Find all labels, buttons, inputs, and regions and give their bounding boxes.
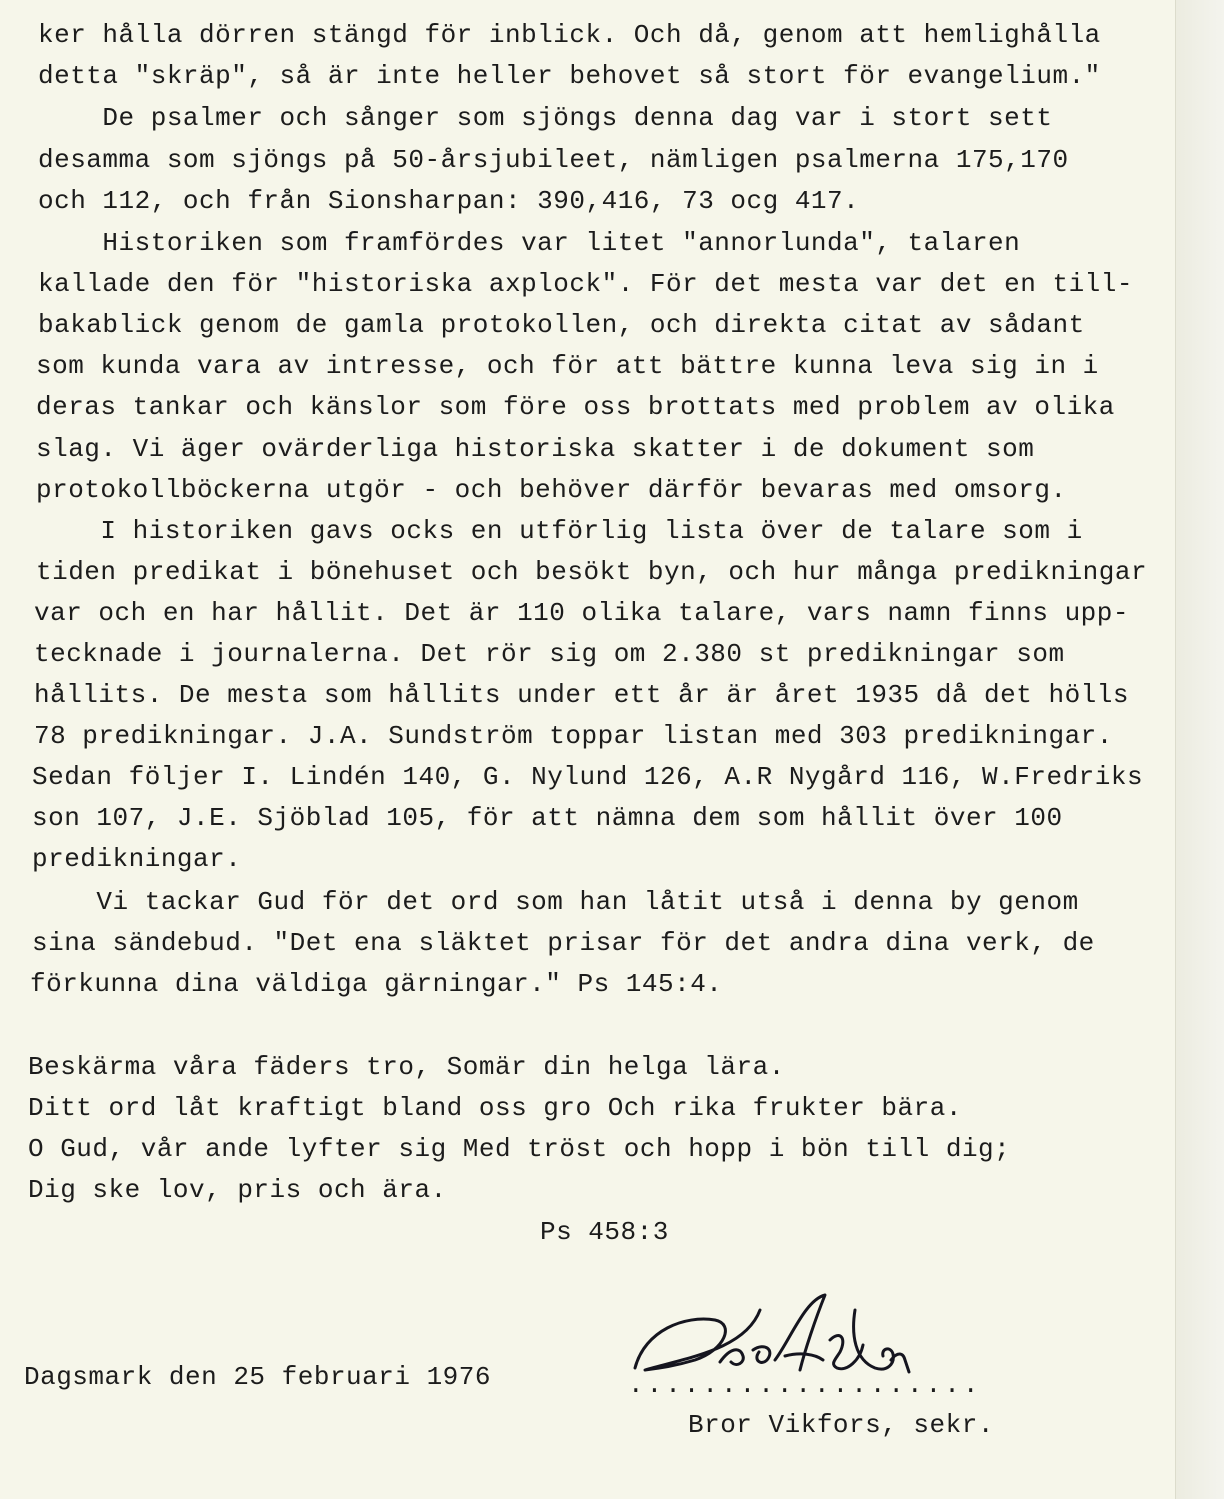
text-line: tecknade i journalerna. Det rör sig om 2.380 st predikningar som [34, 639, 1065, 669]
text-line: 78 predikningar. J.A. Sundström toppar listan med 303 predikningar. [34, 721, 1113, 751]
text-line: hållits. De mesta som hållits under ett år är året 1935 då det hölls [34, 680, 1129, 710]
text-line: I historiken gavs ocks en utförlig lista över de talare som i [36, 516, 1083, 546]
text-line: deras tankar och känslor som före oss brottats med problem av olika [36, 392, 1115, 422]
page-edge [1175, 0, 1224, 1499]
hymn-line: Dig ske lov, pris och ära. [28, 1175, 447, 1205]
text-line: predikningar. [32, 844, 242, 874]
text-line: tiden predikat i bönehuset och besökt byn, och hur många predikningar [36, 557, 1148, 587]
text-line: son 107, J.E. Sjöblad 105, för att nämna dem som hållit över 100 [32, 803, 1063, 833]
text-line: kallade den för "historiska axplock". För det mesta var det en till- [38, 269, 1133, 299]
text-line: bakablick genom de gamla protokollen, och direkta citat av sådant [38, 310, 1085, 340]
text-line: desamma som sjöngs på 50-årsjubileet, nämligen psalmerna 175,170 [38, 145, 1069, 175]
text-line: som kunda vara av intresse, och för att bättre kunna leva sig in i [36, 351, 1099, 381]
text-line: Sedan följer I. Lindén 140, G. Nylund 126, A.R Nygård 116, W.Fredriks [32, 762, 1144, 792]
hymn-line: O Gud, vår ande lyfter sig Med tröst och hopp i bön till dig; [28, 1134, 1011, 1164]
text-line: De psalmer och sånger som sjöngs denna dag var i stort sett [38, 103, 1053, 133]
text-line: förkunna dina väldiga gärningar." Ps 145:4. [30, 969, 723, 999]
hymn-line: Beskärma våra fäders tro, Somär din helga lära. [28, 1052, 785, 1082]
text-line: sina sändebud. "Det ena släktet prisar för det andra dina verk, de [32, 928, 1095, 958]
signature-dotted-line: ................... [628, 1370, 982, 1400]
signature-name: Bror Vikfors, sekr. [688, 1410, 994, 1440]
hymn-reference: Ps 458:3 [540, 1217, 669, 1247]
hymn-line: Ditt ord låt kraftigt bland oss gro Och rika frukter bära. [28, 1093, 962, 1123]
place-date: Dagsmark den 25 februari 1976 [24, 1362, 491, 1392]
text-line: Historiken som framfördes var litet "annorlunda", talaren [38, 228, 1021, 258]
text-line: ker hålla dörren stängd för inblick. Och då, genom att hemlighålla [38, 20, 1101, 50]
text-line: Vi tackar Gud för det ord som han låtit utså i denna by genom [32, 887, 1079, 917]
text-line: detta "skräp", så är inte heller behovet så stort för evangelium." [38, 61, 1101, 91]
text-line: protokollböckerna utgör - och behöver därför bevaras med omsorg. [36, 475, 1067, 505]
text-line: och 112, och från Sionsharpan: 390,416, 73 ocg 417. [38, 186, 860, 216]
text-line: slag. Vi äger ovärderliga historiska skatter i de dokument som [36, 434, 1035, 464]
text-line: var och en har hållit. Det är 110 olika talare, vars namn finns upp- [34, 598, 1129, 628]
